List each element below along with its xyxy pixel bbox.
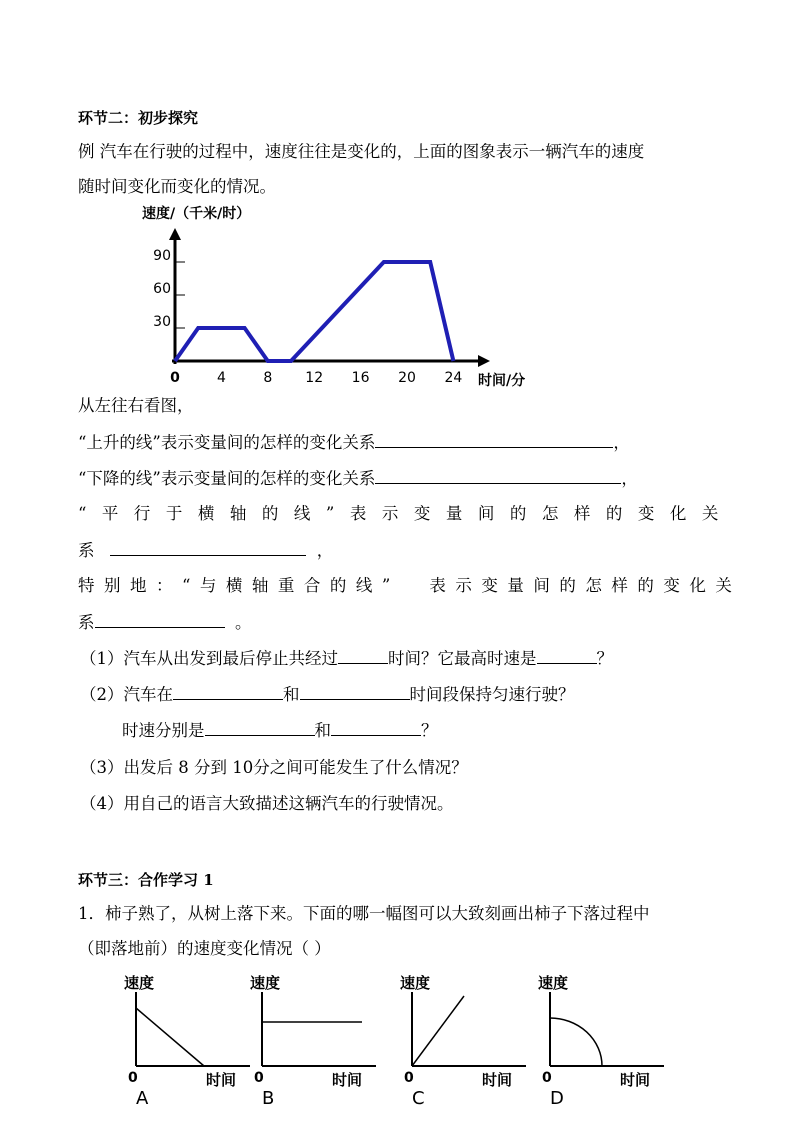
question-coincide-tail: 系 [78, 613, 95, 632]
period: 。 [235, 613, 252, 632]
option-letter: A [136, 1088, 149, 1109]
option-x-label: 时间 [332, 1071, 363, 1089]
option-y-label: 速度 [250, 974, 281, 992]
q2-text-c: 时间段保持匀速行驶？ [409, 685, 575, 704]
question-4: （4）用自己的语言大致描述这辆汽车的行驶情况。 [80, 794, 454, 813]
speed-time-chart [120, 198, 526, 394]
x-axis-arrow [478, 355, 490, 367]
x-tick-label: 12 [305, 370, 324, 386]
q2-text-a: （2）汽车在 [80, 685, 173, 704]
option-origin: 0 [254, 1070, 264, 1086]
option-graph-b [250, 974, 376, 1109]
answer-blank[interactable] [537, 647, 597, 664]
q1-text-b: 时间？它最高时速是 [388, 649, 537, 668]
example-text-line1: 例 汽车在行驶的过程中，速度往往是变化的，上面的图象表示一辆汽车的速度 [78, 142, 645, 161]
question-rise [78, 431, 630, 454]
option-letter: C [412, 1088, 425, 1109]
option-origin: 0 [404, 1070, 414, 1086]
question-coincide-lead: 特别地：“与横轴重合的线” [78, 576, 400, 595]
q2-text-f: ？ [421, 721, 438, 740]
answer-blank[interactable] [331, 719, 421, 736]
origin-label: 0 [170, 370, 180, 386]
x-tick-label: 4 [216, 370, 226, 386]
option-origin: 0 [128, 1070, 138, 1086]
question-1 [80, 647, 613, 670]
comma: ， [613, 433, 630, 452]
answer-blank[interactable] [205, 719, 315, 736]
question-parallel-line1: “平行于横轴的线”表示变量间的怎样的变化关 [78, 504, 734, 523]
y-axis-label: 速度/（千米/时） [142, 206, 251, 222]
option-curve [412, 996, 464, 1066]
section3-heading: 环节三：合作学习 1 [78, 871, 214, 889]
answer-blank[interactable] [375, 431, 613, 448]
x-axis-label: 时间/分 [478, 373, 526, 389]
question-parallel-line2 [78, 539, 333, 562]
option-y-label: 速度 [538, 974, 569, 992]
answer-blank[interactable] [95, 611, 225, 628]
option-curve [136, 1008, 204, 1066]
option-x-label: 时间 [620, 1071, 651, 1089]
answer-blank[interactable] [375, 467, 621, 484]
q2-text-e: 和 [314, 721, 331, 740]
y-tick-label: 60 [153, 281, 171, 297]
question-3: （3）出发后 8 分到 10分之间可能发生了什么情况？ [80, 758, 468, 777]
option-x-label: 时间 [206, 1071, 237, 1089]
comma: ， [621, 469, 638, 488]
question-2 [80, 683, 575, 706]
q2-text-d: 时速分别是 [122, 721, 205, 740]
speed-series-line [175, 262, 453, 361]
option-y-label: 速度 [400, 974, 431, 992]
y-axis-arrow [169, 228, 181, 240]
answer-blank[interactable] [338, 647, 388, 664]
q1-text-a: （1）汽车从出发到最后停止共经过 [80, 649, 338, 668]
x-tick-label: 16 [351, 370, 370, 386]
answer-blank[interactable] [300, 683, 410, 700]
option-graph-c [400, 974, 526, 1109]
option-graph-a [124, 974, 250, 1109]
x-tick-label: 8 [263, 370, 273, 386]
question-coincide-line1 [78, 575, 741, 597]
answer-blank[interactable] [173, 683, 283, 700]
example-text-line2: 随时间变化而变化的情况。 [78, 177, 276, 196]
q1-text-c: ？ [596, 649, 613, 668]
question-fall [78, 467, 638, 490]
question-coincide-line2 [78, 611, 252, 634]
option-origin: 0 [542, 1070, 552, 1086]
question-2-speeds [122, 719, 438, 742]
y-tick-label: 90 [153, 248, 171, 264]
answer-options [118, 968, 678, 1118]
option-curve [550, 1018, 602, 1066]
question-fall-text: “下降的线”表示变量间的怎样的变化关系 [78, 469, 376, 488]
question-parallel-tail: 系 [78, 541, 95, 560]
option-letter: D [550, 1088, 564, 1109]
comma: ， [316, 541, 334, 560]
option-letter: B [262, 1088, 275, 1109]
answer-blank[interactable] [110, 539, 306, 556]
x-tick-label: 24 [444, 370, 463, 386]
problem1-line1: 1．柿子熟了，从树上落下来。下面的哪一幅图可以大致刻画出柿子下落过程中 [78, 904, 650, 923]
analysis-intro: 从左往右看图， [78, 396, 194, 415]
question-rise-text: “上升的线”表示变量间的怎样的变化关系 [78, 433, 376, 452]
question-coincide-text: 表示变量间的怎样的变化关 [429, 576, 742, 595]
x-tick-label: 20 [398, 370, 416, 386]
option-x-label: 时间 [482, 1071, 513, 1089]
problem1-line2: （即落地前）的速度变化情况（ ） [78, 939, 331, 958]
section2-heading: 环节二：初步探究 [78, 109, 199, 127]
y-tick-label: 30 [153, 314, 171, 330]
q2-text-b: 和 [283, 685, 300, 704]
option-y-label: 速度 [124, 974, 155, 992]
option-graph-d [538, 974, 664, 1109]
